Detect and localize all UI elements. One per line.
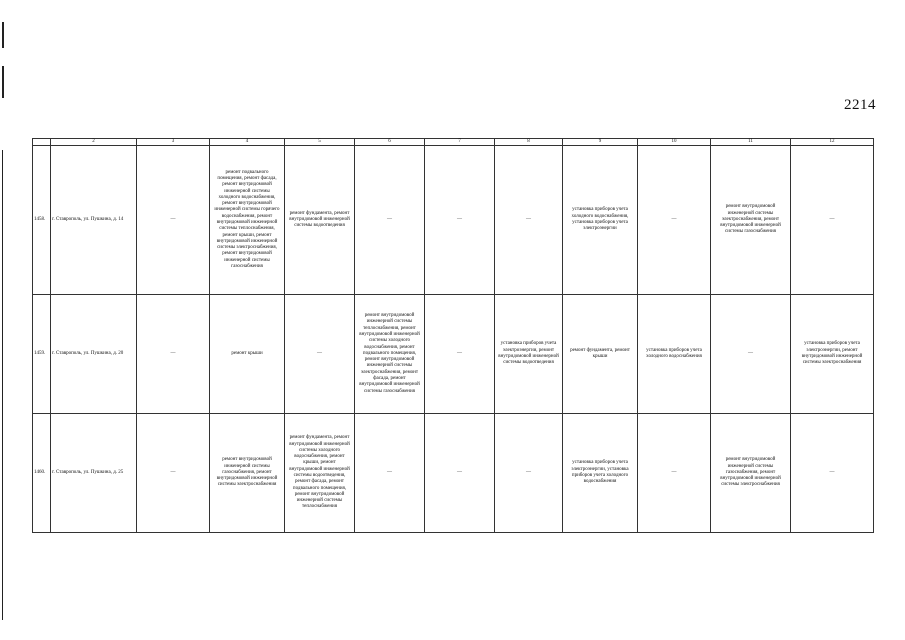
table-cell: —	[791, 414, 874, 533]
table-cell: —	[425, 146, 495, 295]
table-cell: —	[638, 414, 711, 533]
table-cell: установка приборов учета электроэнергии, ремонт внутридомовой инженерной системы электроснабжения	[791, 295, 874, 414]
page-number: 2214	[844, 97, 876, 113]
column-header: 11	[711, 139, 791, 146]
address-cell: г. Ставрополь, ул. Пушкина, д. 14	[51, 146, 137, 295]
renovation-schedule-table	[32, 138, 874, 533]
table-cell: —	[495, 146, 563, 295]
table-cell: —	[137, 295, 210, 414]
address-cell: г. Ставрополь, ул. Пушкина, д. 25	[51, 414, 137, 533]
address-cell: г. Ставрополь, ул. Пушкина, д. 20	[51, 295, 137, 414]
table-row	[33, 414, 874, 533]
table-cell: установка приборов учета электроэнергии, ремонт внутридомовой инженерной системы водоотведения	[495, 295, 563, 414]
column-number-row	[33, 139, 874, 146]
table-cell: ремонт подвального помещения, ремонт фасада, ремонт внутридомовой инженерной системы холодного водоснабжения, ремонт внутридомовой инженерной системы горячего водоснабжения, ремонт внутридомовой инженерной системы теплоснабжения, ремонт крыши, ремонт внутридомовой инженерной системы электроснабжения, ремонт внутридомовой инженерной системы газоснабжения	[210, 146, 285, 295]
table-cell: ремонт фундамента, ремонт внутридомовой инженерной системы холодного водоснабжения, ремонт крыши, ремонт внутридомовой инженерной системы водоотведения, ремонт фасада, ремонт подвального помещения, ремонт внутридомовой инженерной системы теплоснабжения	[285, 414, 355, 533]
column-header	[33, 139, 51, 146]
table-cell: —	[355, 414, 425, 533]
column-header: 10	[638, 139, 711, 146]
table-cell: —	[285, 295, 355, 414]
column-header: 2	[51, 139, 137, 146]
scan-edge-mark	[2, 66, 4, 98]
table-cell: —	[425, 414, 495, 533]
table-cell: ремонт внутридомовой инженерной системы теплоснабжения, ремонт внутридомовой инженерной системы холодного водоснабжения, ремонт подвального помещения, ремонт внутридомовой инженерной системы электроснабжения, ремонт фасада, ремонт внутридомовой инженерной системы газоснабжения	[355, 295, 425, 414]
column-header: 8	[495, 139, 563, 146]
table-cell: ремонт фундамента, ремонт крыши	[563, 295, 638, 414]
column-header: 5	[285, 139, 355, 146]
table-cell: —	[137, 146, 210, 295]
column-header: 3	[137, 139, 210, 146]
column-header: 6	[355, 139, 425, 146]
table-cell: ремонт крыши	[210, 295, 285, 414]
table-cell: установка приборов учета холодного водоснабжения	[638, 295, 711, 414]
table-row	[33, 295, 874, 414]
table-cell: —	[638, 146, 711, 295]
column-header: 4	[210, 139, 285, 146]
table-cell: установка приборов учета электроэнергии, установка приборов учета холодного водоснабжения	[563, 414, 638, 533]
table-cell: ремонт внутридомовой инженерной системы газоснабжения, ремонт внутридомовой инженерной системы электроснабжения	[210, 414, 285, 533]
table-cell: —	[791, 146, 874, 295]
table-cell: ремонт внутридомовой инженерной системы электроснабжения, ремонт внутридомовой инженерной системы газоснабжения	[711, 146, 791, 295]
table-cell: ремонт внутридомовой инженерной системы газоснабжения, ремонт внутридомовой инженерной системы электроснабжения	[711, 414, 791, 533]
table-cell: —	[137, 414, 210, 533]
row-number: 1460.	[33, 414, 51, 533]
table-cell: —	[495, 414, 563, 533]
table-row	[33, 146, 874, 295]
column-header: 7	[425, 139, 495, 146]
table-cell: —	[355, 146, 425, 295]
row-number: 1458.	[33, 146, 51, 295]
table-cell: —	[711, 295, 791, 414]
table-cell: установка приборов учета холодного водоснабжения, установка приборов учета электроэнергии	[563, 146, 638, 295]
scan-edge-mark	[2, 150, 3, 620]
table-cell: —	[425, 295, 495, 414]
table-cell: ремонт фундамента, ремонт внутридомовой инженерной системы водоотведения	[285, 146, 355, 295]
column-header: 9	[563, 139, 638, 146]
scan-edge-mark	[2, 22, 4, 48]
column-header: 12	[791, 139, 874, 146]
row-number: 1459.	[33, 295, 51, 414]
